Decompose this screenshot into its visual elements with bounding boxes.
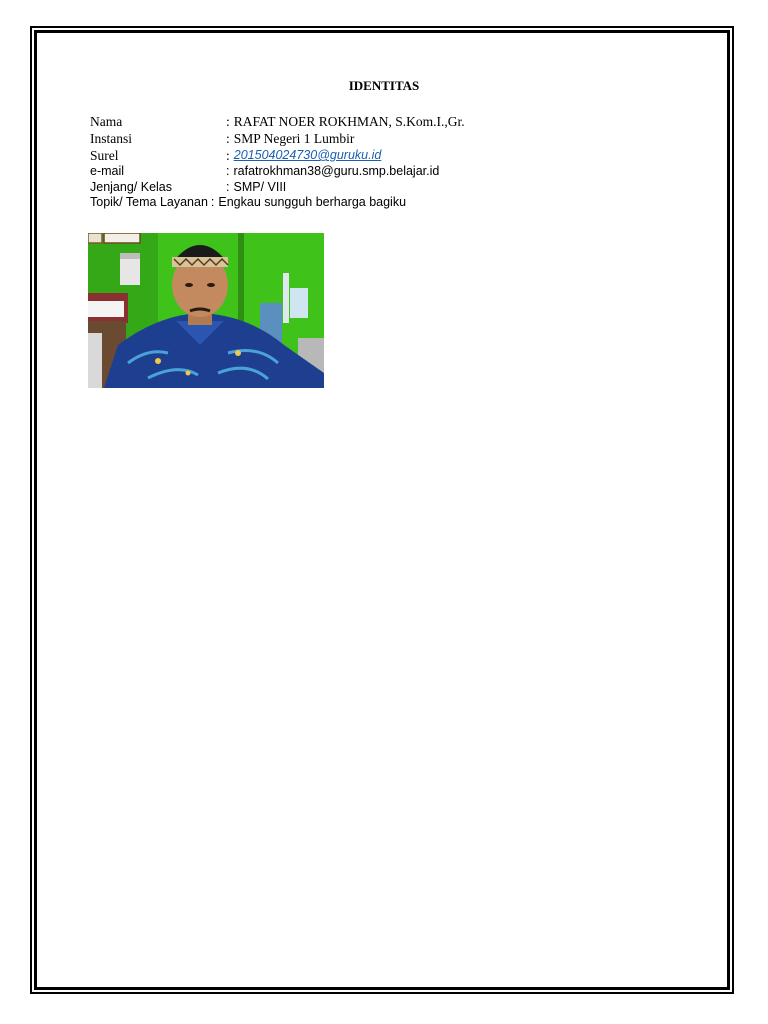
field-label: Instansi [90, 131, 132, 146]
identity-table [90, 113, 465, 211]
field-separator: : [210, 195, 215, 209]
field-row-surel [90, 147, 465, 164]
field-row-nama [90, 113, 465, 130]
profile-photo-illustration [88, 233, 324, 388]
field-separator: : [226, 179, 230, 194]
field-row-jenjang [90, 180, 465, 196]
field-value: RAFAT NOER ROKHMAN, S.Kom.I.,Gr. [233, 114, 465, 129]
field-value: Engkau sungguh berharga bagiku [218, 195, 407, 209]
field-label: e-mail [90, 164, 125, 178]
profile-photo [88, 233, 324, 388]
field-separator: : [226, 164, 230, 178]
field-value: rafatrokhman38@guru.smp.belajar.id [233, 164, 440, 178]
field-row-email [90, 164, 465, 180]
field-separator: : [226, 131, 230, 146]
field-separator: : [226, 114, 230, 129]
surel-link[interactable]: 201504024730@guruku.id [233, 148, 382, 162]
field-label: Surel [90, 148, 119, 163]
field-row-instansi [90, 130, 465, 147]
field-label: Jenjang/ Kelas [90, 179, 173, 194]
field-row-topik [90, 195, 465, 211]
field-value: SMP Negeri 1 Lumbir [233, 131, 355, 146]
field-label: Nama [90, 114, 123, 129]
field-separator: : [226, 148, 230, 163]
field-label: Topik/ Tema Layanan [90, 195, 208, 209]
document-title: IDENTITAS [348, 78, 420, 93]
field-value: SMP/ VIII [233, 179, 287, 194]
